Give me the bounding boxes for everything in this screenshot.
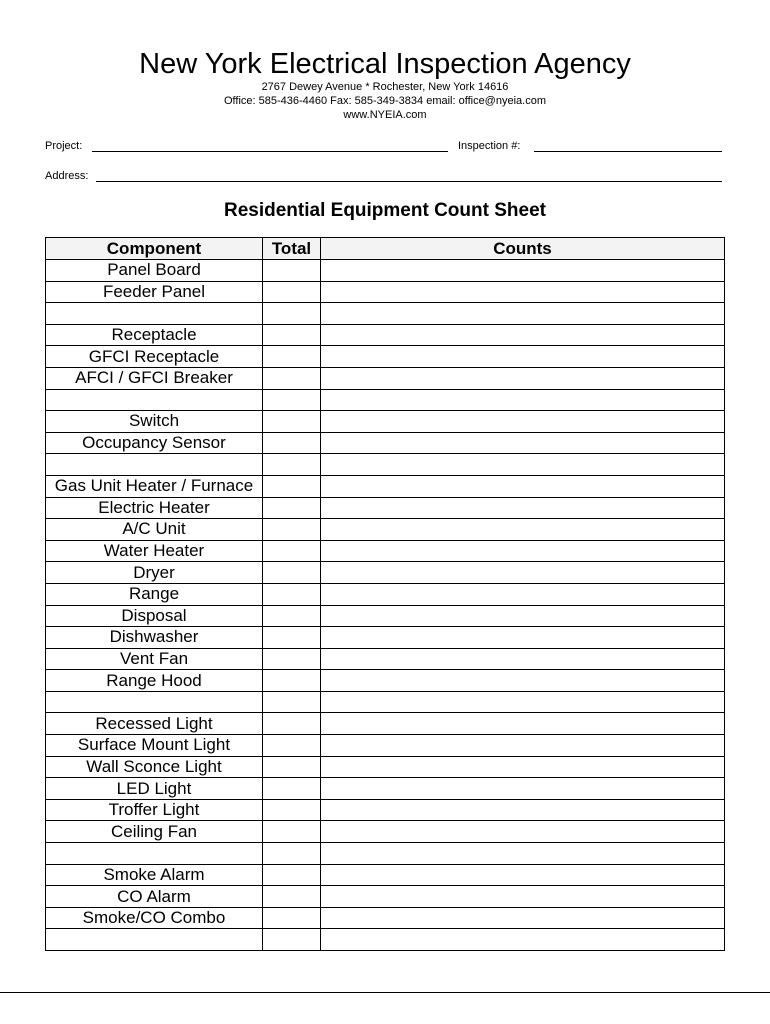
component-cell: Smoke/CO Combo [46,907,263,929]
table-row [46,411,725,433]
table-row [46,562,725,584]
component-cell: Surface Mount Light [46,735,263,757]
total-cell[interactable] [263,540,321,562]
inspection-number-field[interactable] [534,151,722,152]
table-row [46,627,725,649]
component-cell: Water Heater [46,540,263,562]
component-cell: Receptacle [46,324,263,346]
total-cell[interactable] [263,907,321,929]
table-row [46,519,725,541]
table-row [46,713,725,735]
column-header-counts: Counts [321,238,725,260]
table-row [46,540,725,562]
counts-cell[interactable] [321,713,725,735]
table-row [46,756,725,778]
total-cell[interactable] [263,691,321,713]
counts-cell[interactable] [321,281,725,303]
component-cell: CO Alarm [46,886,263,908]
counts-cell[interactable] [321,260,725,282]
table-row [46,778,725,800]
table-header-row [46,238,725,260]
component-cell: Panel Board [46,260,263,282]
counts-cell[interactable] [321,907,725,929]
total-cell[interactable] [263,670,321,692]
counts-cell[interactable] [321,389,725,411]
component-cell: Vent Fan [46,648,263,670]
total-cell[interactable] [263,497,321,519]
table-row [46,605,725,627]
table-row [46,583,725,605]
table-row [46,691,725,713]
counts-cell[interactable] [321,843,725,865]
total-cell[interactable] [263,324,321,346]
component-cell: AFCI / GFCI Breaker [46,367,263,389]
total-cell[interactable] [263,756,321,778]
total-cell[interactable] [263,648,321,670]
total-cell[interactable] [263,389,321,411]
component-cell: Occupancy Sensor [46,432,263,454]
table-row [46,907,725,929]
table-row [46,497,725,519]
counts-cell[interactable] [321,475,725,497]
component-cell: Disposal [46,605,263,627]
table-row [46,260,725,282]
counts-cell[interactable] [321,821,725,843]
agency-title: New York Electrical Inspection Agency [139,48,631,80]
component-cell: Wall Sconce Light [46,756,263,778]
total-cell[interactable] [263,843,321,865]
total-cell[interactable] [263,713,321,735]
total-cell[interactable] [263,411,321,433]
table-row [46,324,725,346]
counts-cell[interactable] [321,756,725,778]
component-cell: Dryer [46,562,263,584]
counts-cell[interactable] [321,605,725,627]
counts-cell[interactable] [321,432,725,454]
counts-cell[interactable] [321,454,725,476]
counts-cell[interactable] [321,799,725,821]
table-row [46,346,725,368]
counts-cell[interactable] [321,670,725,692]
agency-contact: Office: 585-436-4460 Fax: 585-349-3834 email: office@nyeia.com [223,95,546,107]
counts-cell[interactable] [321,540,725,562]
component-cell: GFCI Receptacle [46,346,263,368]
total-cell[interactable] [263,346,321,368]
counts-cell[interactable] [321,864,725,886]
total-cell[interactable] [263,454,321,476]
counts-cell[interactable] [321,735,725,757]
total-cell[interactable] [263,821,321,843]
total-cell[interactable] [263,475,321,497]
total-cell[interactable] [263,799,321,821]
total-cell[interactable] [263,367,321,389]
component-cell: Range Hood [46,670,263,692]
component-cell [46,691,263,713]
component-cell: Troffer Light [46,799,263,821]
component-cell [46,454,263,476]
component-cell [46,303,263,325]
total-cell[interactable] [263,281,321,303]
counts-cell[interactable] [321,303,725,325]
table-row [46,389,725,411]
total-cell[interactable] [263,929,321,951]
counts-cell[interactable] [321,367,725,389]
counts-cell[interactable] [321,778,725,800]
component-cell [46,929,263,951]
counts-cell[interactable] [321,886,725,908]
counts-cell[interactable] [321,691,725,713]
counts-cell[interactable] [321,346,725,368]
table-row [46,929,725,951]
counts-cell[interactable] [321,519,725,541]
table-row [46,864,725,886]
component-cell: Gas Unit Heater / Furnace [46,475,263,497]
counts-cell[interactable] [321,497,725,519]
total-cell[interactable] [263,260,321,282]
total-cell[interactable] [263,886,321,908]
counts-cell[interactable] [321,324,725,346]
equipment-count-table [45,237,725,951]
column-header-component: Component [46,238,263,260]
component-cell: Switch [46,411,263,433]
project-field[interactable] [92,151,448,152]
sheet-title: Residential Equipment Count Sheet [224,200,546,221]
agency-website: www.NYEIA.com [343,109,427,121]
table-row [46,670,725,692]
footer-rule [0,992,770,993]
inspection-number-label: Inspection #: [458,140,521,152]
column-header-total: Total [263,238,321,260]
total-cell[interactable] [263,432,321,454]
total-cell[interactable] [263,778,321,800]
component-cell: Electric Heater [46,497,263,519]
table-row [46,648,725,670]
counts-cell[interactable] [321,562,725,584]
address-field[interactable] [96,181,722,182]
table-row [46,303,725,325]
total-cell[interactable] [263,583,321,605]
table-row [46,886,725,908]
project-label: Project: [45,140,83,152]
component-cell: A/C Unit [46,519,263,541]
counts-cell[interactable] [321,929,725,951]
component-cell: Dishwasher [46,627,263,649]
component-cell: Smoke Alarm [46,864,263,886]
table-row [46,454,725,476]
component-cell: Feeder Panel [46,281,263,303]
total-cell[interactable] [263,562,321,584]
counts-cell[interactable] [321,411,725,433]
table-row [46,367,725,389]
component-cell [46,843,263,865]
component-cell: Recessed Light [46,713,263,735]
table-row [46,843,725,865]
total-cell[interactable] [263,735,321,757]
table-row [46,475,725,497]
address-label: Address: [45,170,89,182]
table-row [46,821,725,843]
table-row [46,799,725,821]
counts-cell[interactable] [321,627,725,649]
component-cell [46,389,263,411]
agency-address: 2767 Dewey Avenue * Rochester, New York 14616 [261,81,509,93]
total-cell[interactable] [263,627,321,649]
component-cell: Range [46,583,263,605]
total-cell[interactable] [263,864,321,886]
table-row [46,735,725,757]
component-cell: LED Light [46,778,263,800]
total-cell[interactable] [263,303,321,325]
table-row [46,281,725,303]
table-row [46,432,725,454]
counts-cell[interactable] [321,583,725,605]
total-cell[interactable] [263,519,321,541]
total-cell[interactable] [263,605,321,627]
component-cell: Ceiling Fan [46,821,263,843]
counts-cell[interactable] [321,648,725,670]
